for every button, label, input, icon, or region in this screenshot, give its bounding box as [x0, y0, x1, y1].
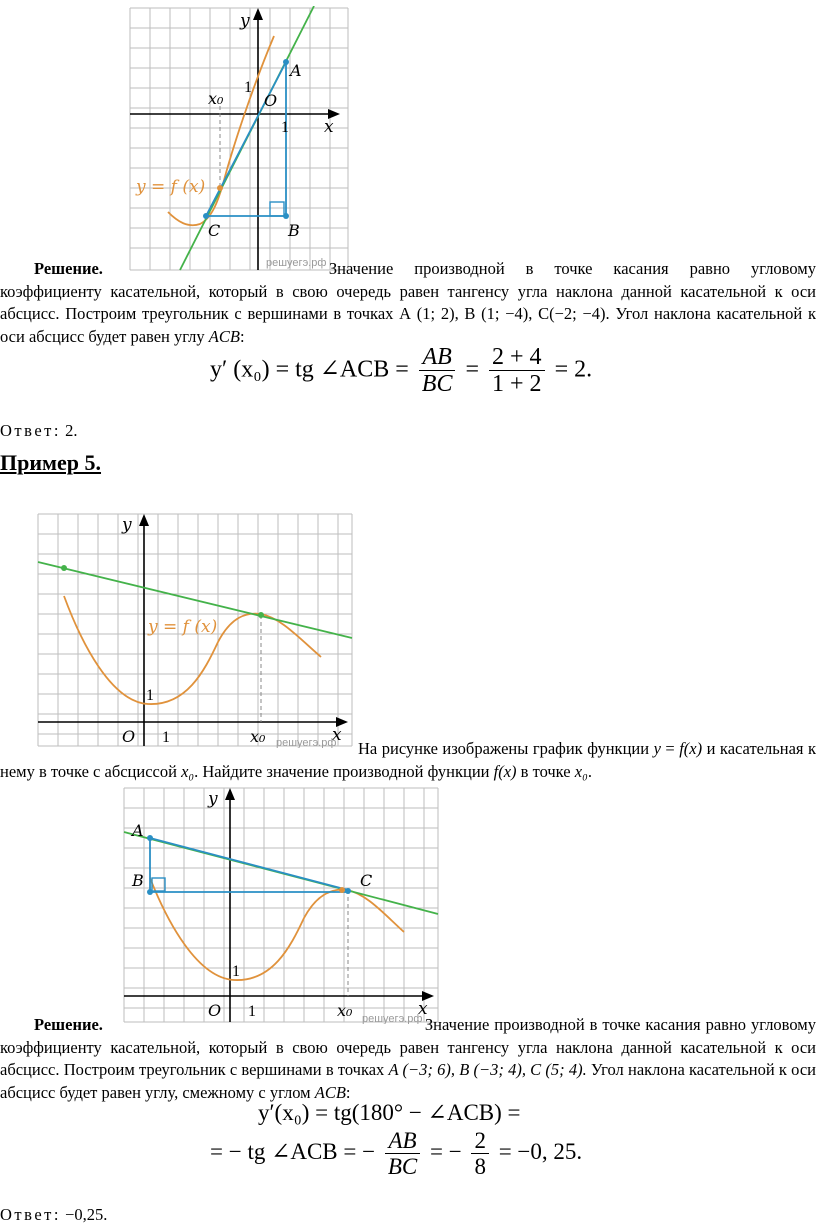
figure-3 — [122, 786, 440, 1024]
formula-2-line-2: = − tg ∠ACB = − $\frac{AB}{BC}$ = − $\frac{2}{8}$ = −0, 25. — [210, 1128, 583, 1180]
origin-label: O — [264, 91, 278, 110]
unit-y-label: 1 — [232, 963, 240, 980]
unit-x-label: 1 — [281, 119, 289, 136]
formula-1-lhs: y′ (x₀) = tg ∠ACB = — [210, 356, 409, 383]
answer-2: Ответ: −0,25. — [0, 1205, 108, 1224]
function-curve — [64, 596, 321, 704]
watermark: решуегэ.рф — [276, 737, 337, 748]
solution-1-lead: Решение. — [34, 259, 103, 278]
figure-1 — [128, 6, 350, 272]
unit-x-label: 1 — [162, 729, 170, 746]
x-axis-label: x — [324, 117, 334, 137]
y-axis-label: y — [208, 789, 218, 809]
solution-2-body: Значение производной в точке касания равно угловому коэффициенту касательной, который в свою очередь равен тангенсу угла наклона данной касательной к оси абсцисс. Построим треугольник с вершинами в точках — [0, 1015, 816, 1079]
unit-y-label: 1 — [146, 687, 154, 704]
unit-y-label: 1 — [244, 79, 252, 96]
unit-x-label: 1 — [248, 1003, 256, 1020]
formula-2-result: = −0, 25. — [498, 1139, 583, 1165]
point-b-label: B — [288, 221, 300, 240]
x-axis-label: x — [332, 725, 342, 745]
y-axis-label: y — [122, 515, 132, 535]
x0-label: x₀ — [337, 1001, 353, 1020]
x0-label: x₀ — [208, 89, 224, 108]
watermark: решуегэ.рф — [362, 1013, 423, 1024]
point-b-label: B — [132, 871, 144, 890]
formula-2-line-1: y′(x₀) = tg(180° − ∠ACB) = — [258, 1100, 521, 1125]
point-c-label: C — [208, 221, 221, 240]
origin-label: O — [208, 1001, 222, 1020]
solution-2-text: Решение. Значение производной в точке касания равно угловому коэффициенту касательной, который в свою очередь равен тангенсу угла наклона данной касательной к оси абсцисс. Построим треугольник с вершинами в точках A (−3; 6), B (−3; 4), C (5; 4). Угол наклона касательной к оси абсцисс будет равен углу, смежному с углом ACB: — [0, 1015, 816, 1102]
answer-1: Ответ: 2. — [0, 421, 78, 440]
solution-1-text: Решение. Значение производной в точке касания равно угловому коэффициенту касательной, который в свою очередь равен тангенсу угла наклона данной касательной к оси абсцисс. Построим треугольник с вершинами в точках А (1; 2), В (1; −4), С(−2; −4). Угол наклона касательной к оси абсцисс будет равен углу ACB: — [0, 259, 816, 346]
y-axis-label: y — [240, 11, 250, 31]
x0-label: x₀ — [250, 727, 266, 746]
point-a-label: A — [290, 61, 302, 80]
solution-2-lead: Решение. — [34, 1015, 103, 1034]
example-5-heading: Пример 5. — [0, 450, 102, 475]
function-label: y = f (x) — [148, 617, 218, 637]
watermark: решуегэ.рф — [266, 257, 327, 269]
point-a-label: A — [132, 821, 144, 840]
formula-1-result: = 2. — [554, 356, 593, 383]
origin-label: O — [122, 727, 136, 746]
function-curve — [150, 878, 404, 980]
task-5-text: На рисунке изображены график функции y = f(x) и касательная к нему в точке с абсциссой x₀. Найдите значение производной функции f(x) в точке x₀. — [0, 739, 816, 781]
x-axis-label: x — [418, 999, 428, 1019]
solution-1-angle: ACB — [208, 326, 240, 346]
solution-1-body: Значение производной в точке касания равно угловому коэффициенту касательной, который в свою очередь равен тангенсу угла наклона данной касательной к оси абсцисс. Построим треугольник с вершинами в точках А (1; 2), В (1; −4), С(−2; −4). Угол наклона касательной к оси абсцисс будет равен углу — [0, 259, 816, 346]
figure-2 — [36, 512, 354, 748]
function-label: y = f (x) — [136, 177, 206, 197]
formula-1: y′ (x₀) = tg ∠ACB = $\frac{AB}{BC}$ = $\frac{2 + 4}{1 + 2}$ = 2. — [210, 344, 593, 398]
point-c-label: C — [360, 871, 373, 890]
